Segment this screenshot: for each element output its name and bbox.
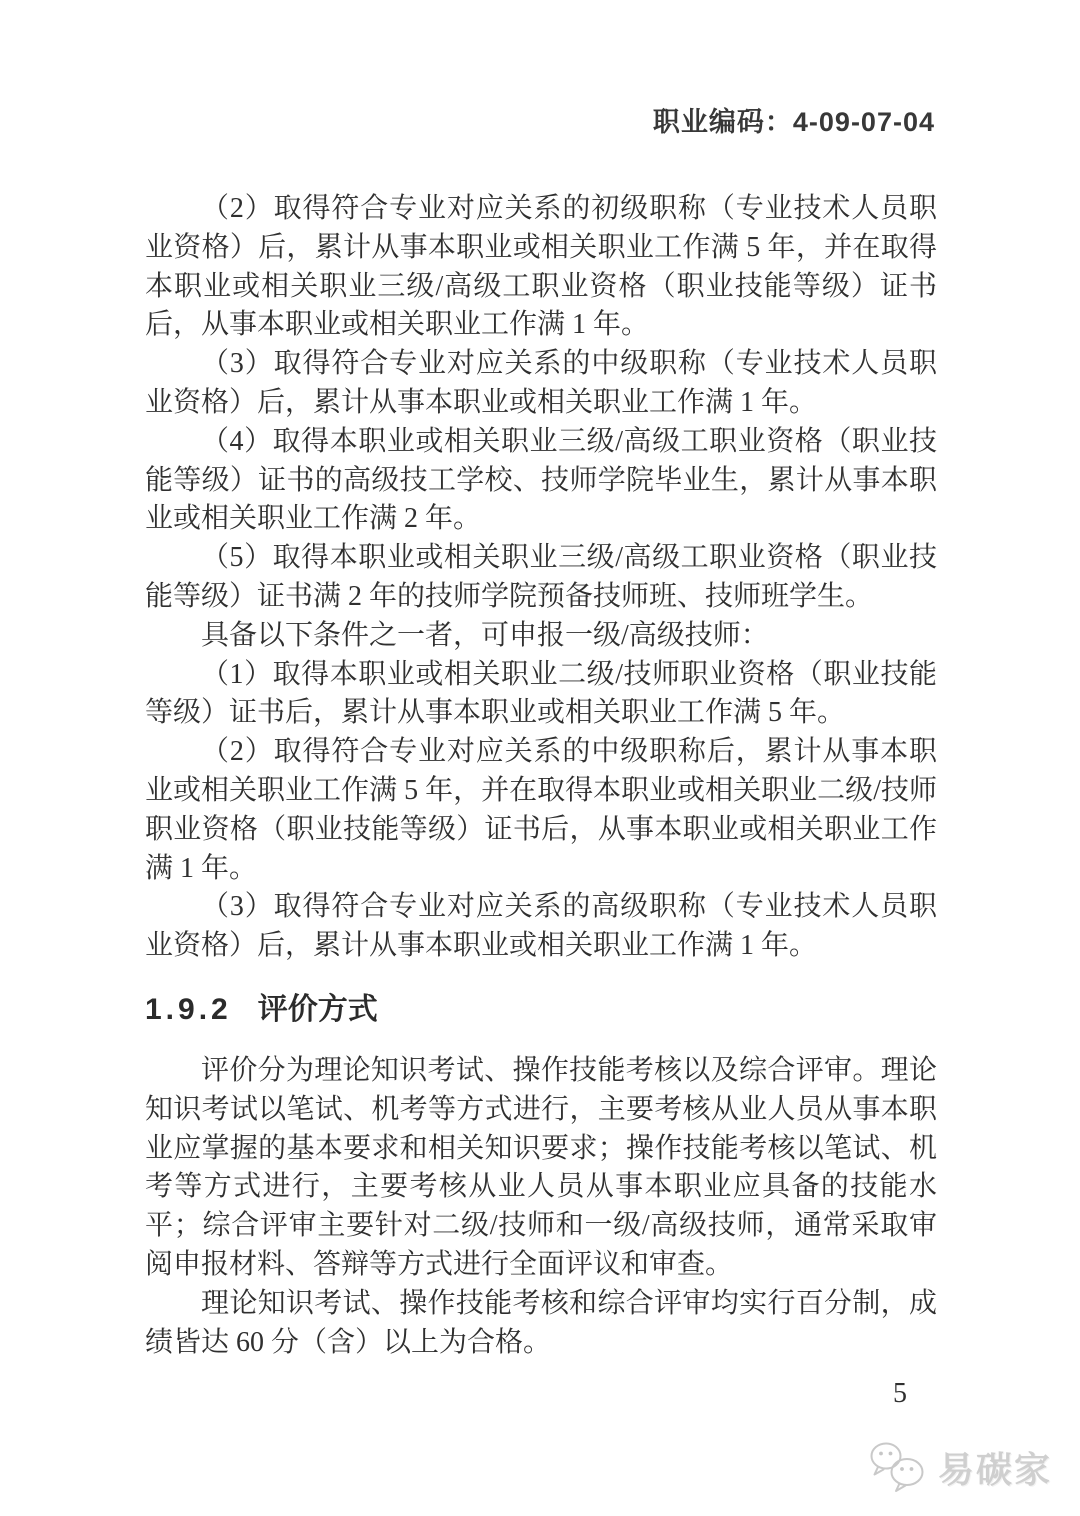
- body-paragraph: 具备以下条件之一者，可申报一级/高级技师：: [201, 619, 769, 651]
- wechat-bubbles-icon: [868, 1440, 930, 1494]
- body-paragraph: （2）取得符合专业对应关系的中级职称后，累计从事本职业或相关职业工作满 5 年，并在取得本职业或相关职业二级/技师职业资格（职业技能等级）证书后，从事本职业或相关职业工作满 1 年。: [145, 736, 937, 884]
- body-paragraph: （3）取得符合专业对应关系的中级职称（专业技术人员职业资格）后，累计从事本职业或相关职业工作满 1 年。: [145, 348, 937, 418]
- body-paragraph: （5）取得本职业或相关职业三级/高级工职业资格（职业技能等级）证书满 2 年的技师学院预备技师班、技师班学生。: [145, 542, 937, 612]
- section-number: 1.9.2: [145, 992, 232, 1026]
- page-number: 5: [893, 1378, 907, 1409]
- qualification-requirements-block: [145, 190, 937, 966]
- body-paragraph: （2）取得符合专业对应关系的初级职称（专业技术人员职业资格）后，累计从事本职业或相关职业工作满 5 年，并在取得本职业或相关职业三级/高级工职业资格（职业技能等级）证书后，从事本职业或相关职业工作满 1 年。: [145, 193, 937, 341]
- body-paragraph: （3）取得符合专业对应关系的高级职称（专业技术人员职业资格）后，累计从事本职业或相关职业工作满 1 年。: [145, 891, 937, 962]
- section-heading: [145, 990, 937, 1030]
- body-paragraph: 理论知识考试、操作技能考核和综合评审均实行百分制，成绩皆达 60 分（含）以上为合格。: [145, 1287, 937, 1358]
- watermark-text: 易碳家: [937, 1448, 1052, 1490]
- evaluation-method-block: [145, 1052, 937, 1362]
- section-title: 评价方式: [257, 992, 378, 1026]
- page-header: [653, 100, 935, 139]
- occupation-code: 职业编码：4-09-07-04: [652, 107, 935, 137]
- watermark: [868, 1440, 1052, 1494]
- page-content: [145, 190, 937, 1362]
- body-paragraph: （1）取得本职业或相关职业二级/技师职业资格（职业技能等级）证书后，累计从事本职业或相关职业工作满 5 年。: [145, 658, 937, 729]
- body-paragraph: 评价分为理论知识考试、操作技能考核以及综合评审。理论知识考试以笔试、机考等方式进行，主要考核从业人员从事本职业应掌握的基本要求和相关知识要求；操作技能考核以笔试、机考等方式进行，主要考核从业人员从事本职业应具备的技能水平；综合评审主要针对二级/技师和一级/高级技师，通常采取审阅申报材料、答辩等方式进行全面评议和审查。: [145, 1054, 937, 1280]
- body-paragraph: （4）取得本职业或相关职业三级/高级工职业资格（职业技能等级）证书的高级技工学校、技师学院毕业生，累计从事本职业或相关职业工作满 2 年。: [145, 425, 937, 535]
